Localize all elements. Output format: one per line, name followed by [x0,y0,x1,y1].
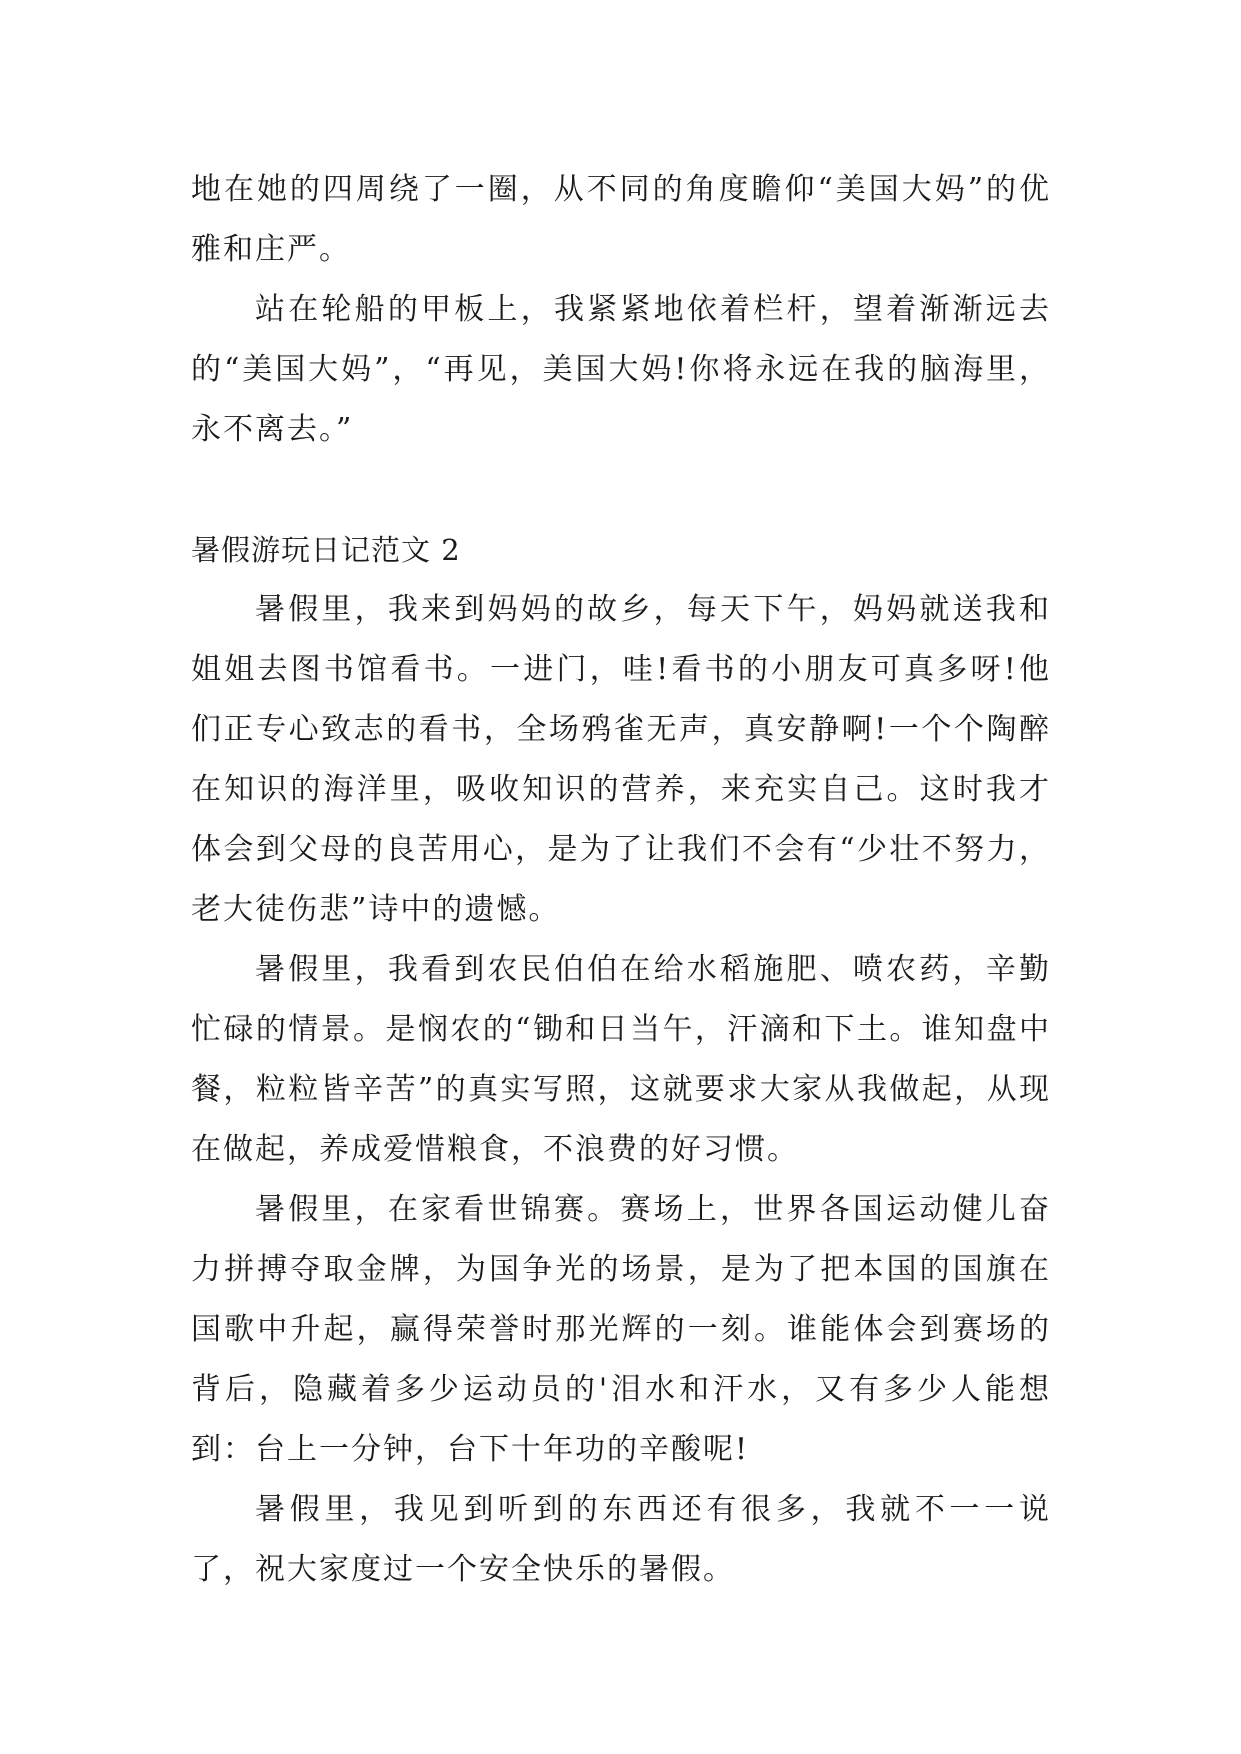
section-title: 暑假游玩日记范文 2 [191,533,461,567]
paragraph-championship: 暑假里，在家看世锦赛。赛场上，世界各国运动健儿奋力拼搏夺取金牌，为国争光的场景，是为了把本国的国旗在国歌中升起，赢得荣誉时那光辉的一刻。谁能体会到赛场的背后，隐藏着多少运动员的'泪水和汗水，又有多少人能想到：台上一分钟，台下十年功的辛酸呢! [191,1192,1051,1467]
paragraph-closing: 暑假里，我见到听到的东西还有很多，我就不一一说了，祝大家度过一个安全快乐的暑假。 [191,1492,1051,1587]
paragraph-farmers: 暑假里，我看到农民伯伯在给水稻施肥、喷农药，辛勤忙碌的情景。是悯农的“锄和日当午，汗滴和下土。谁知盘中餐，粒粒皆辛苦”的真实写照，这就要求大家从我做起，从现在做起，养成爱惜粮食，不浪费的好习惯。 [191,952,1051,1167]
document-body [191,160,1051,1600]
paragraph-library: 暑假里，我来到妈妈的故乡，每天下午，妈妈就送我和姐姐去图书馆看书。一进门，哇!看书的小朋友可真多呀!他们正专心致志的看书，全场鸦雀无声，真安静啊!一个个陶醉在知识的海洋里，吸收知识的营养，来充实自己。这时我才体会到父母的良苦用心，是为了让我们不会有“少壮不努力，老大徒伤悲”诗中的遗憾。 [191,592,1051,927]
section-gap [191,460,1051,520]
paragraph-continued: 地在她的四周绕了一圈，从不同的角度瞻仰“美国大妈”的优雅和庄严。 [191,172,1051,267]
paragraph-farewell: 站在轮船的甲板上，我紧紧地依着栏杆，望着渐渐远去的“美国大妈”，“再见，美国大妈!你将永远在我的脑海里，永不离去。” [191,292,1051,447]
